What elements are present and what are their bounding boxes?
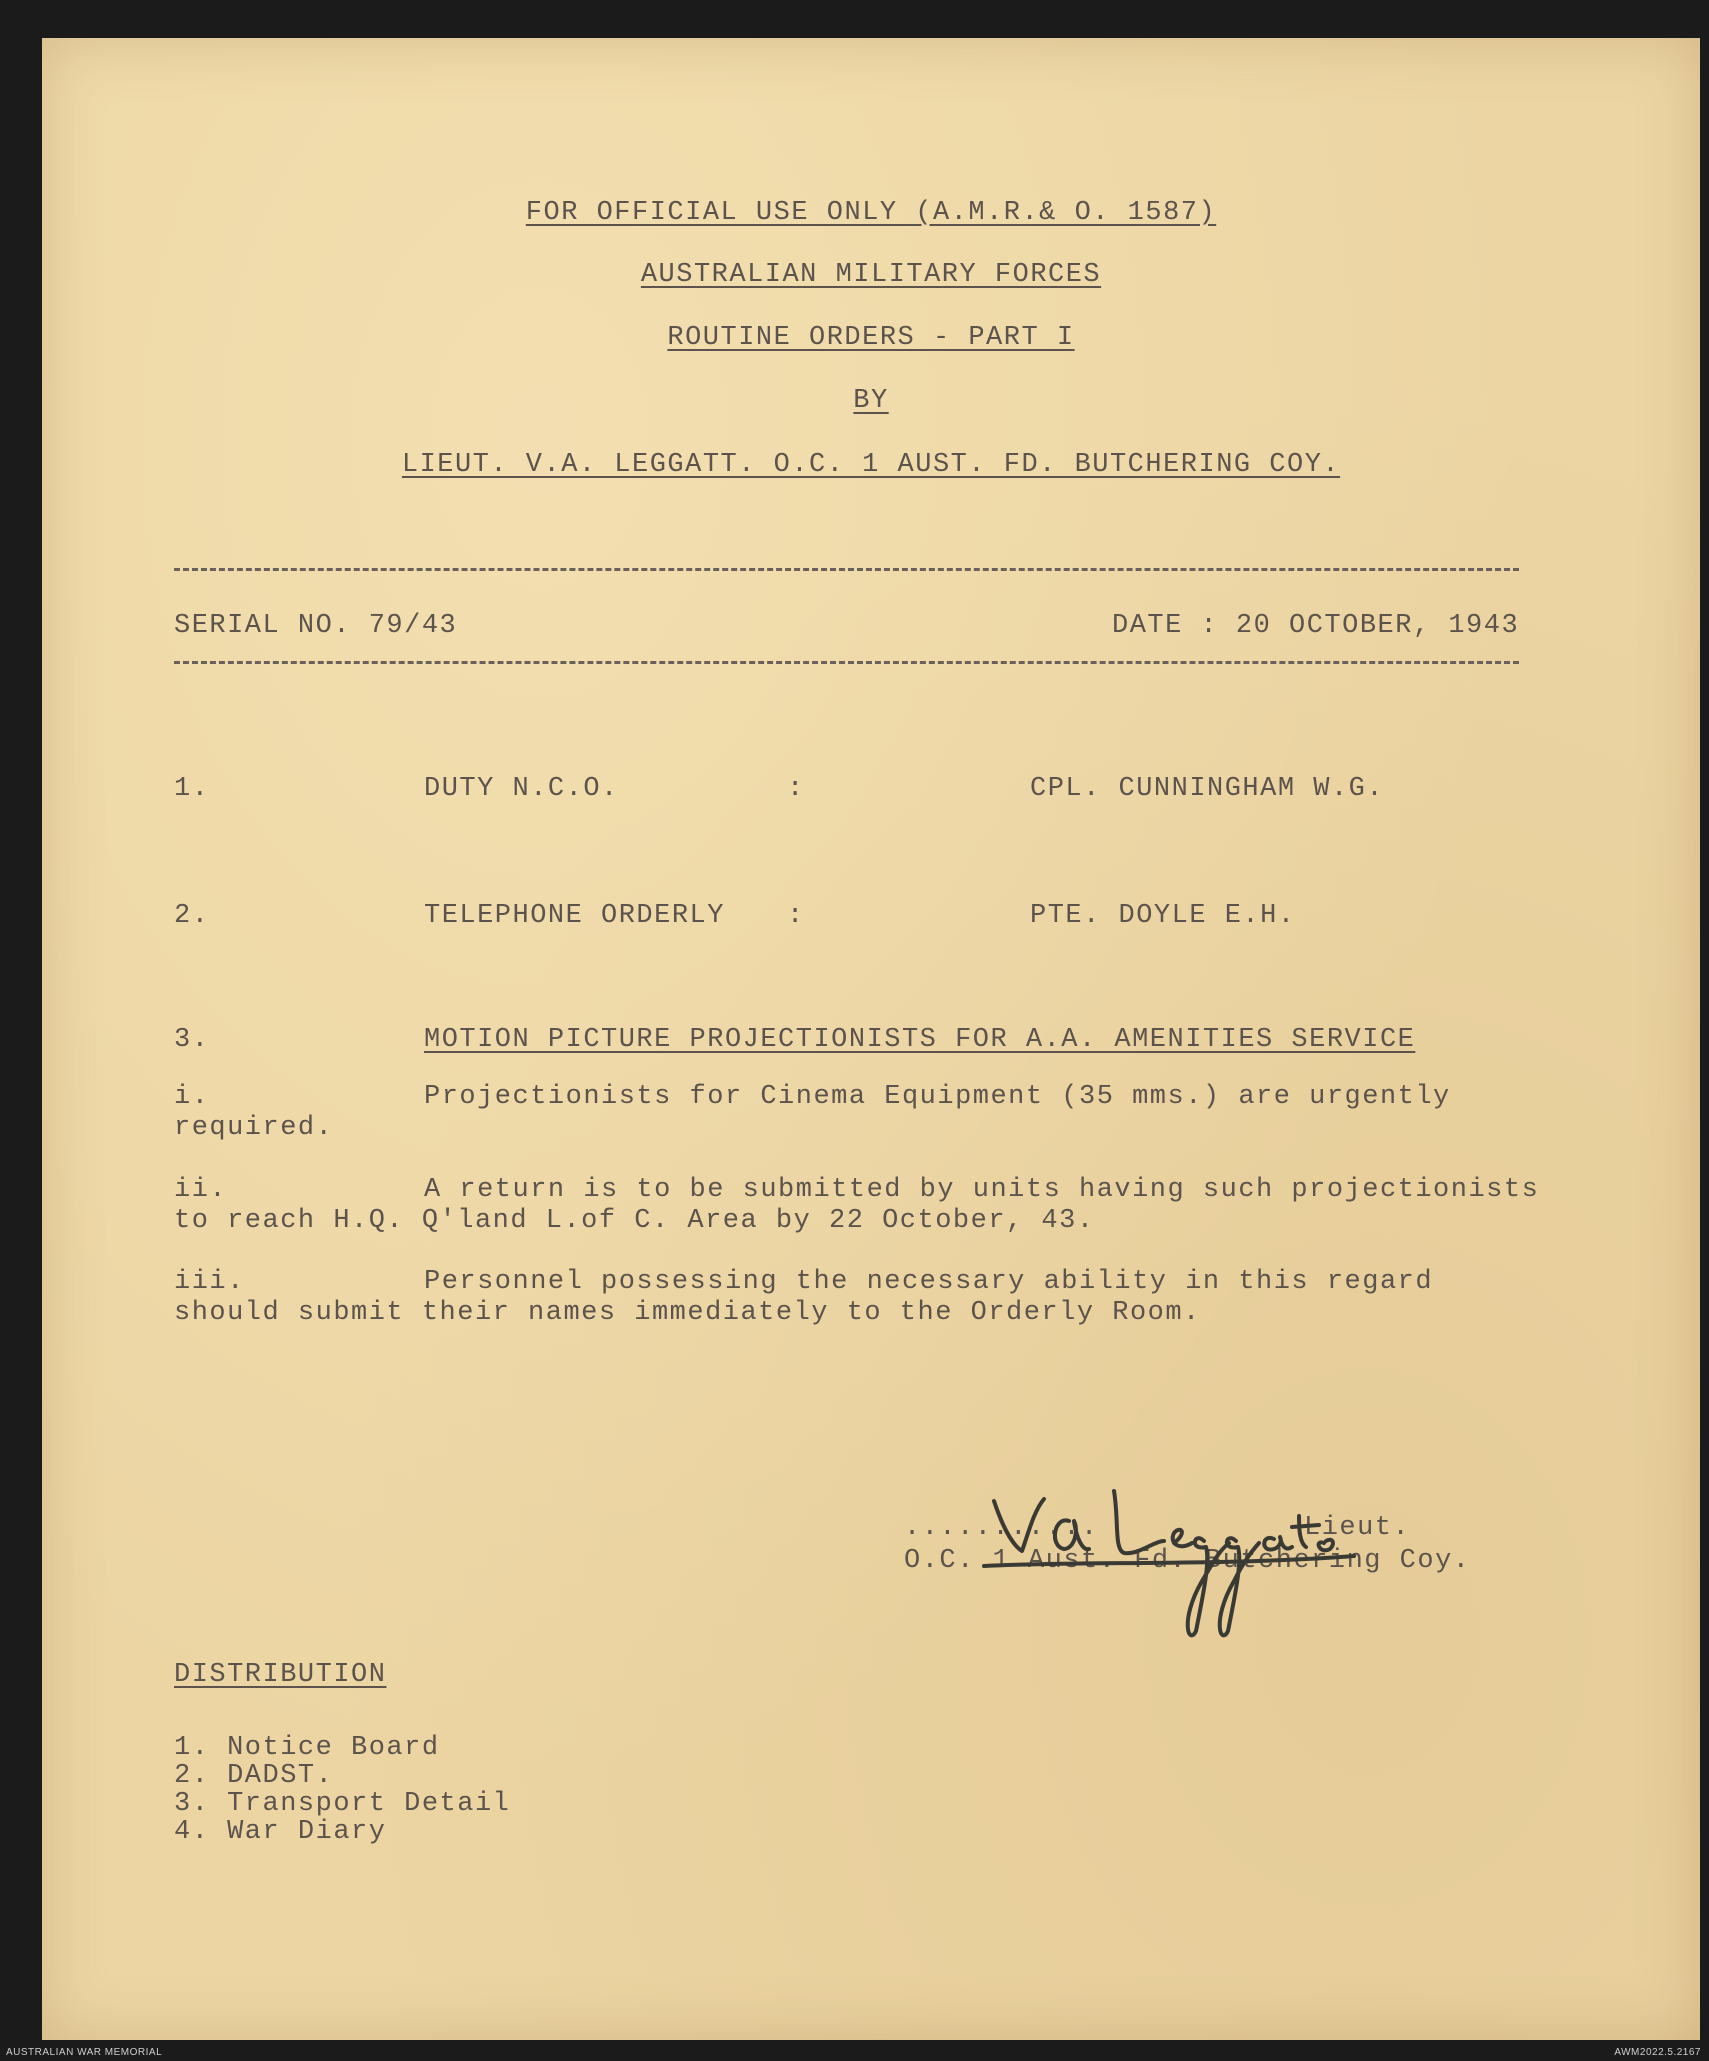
paragraph-text: Personnel possessing the necessary ability in this regard xyxy=(424,1267,1434,1297)
item-number: 3. xyxy=(174,1025,210,1055)
paragraph-text: A return is to be submitted by units having such projectionists xyxy=(424,1175,1540,1205)
distribution-item: 3. Transport Detail xyxy=(174,1789,511,1819)
orders-heading: ROUTINE ORDERS - PART I xyxy=(667,323,1075,353)
item-number: 1. xyxy=(174,774,210,804)
classification-heading: FOR OFFICIAL USE ONLY (A.M.R.& O. 1587) xyxy=(525,198,1217,228)
by-heading: BY xyxy=(853,386,889,416)
handwritten-signature xyxy=(974,1471,1374,1651)
paragraph-text: should submit their names immediately to the Orderly Room. xyxy=(174,1298,1201,1328)
serial-number: SERIAL NO. 79/43 xyxy=(174,611,458,641)
order-date: DATE : 20 OCTOBER, 1943 xyxy=(1112,611,1520,641)
item-value: PTE. DOYLE E.H. xyxy=(1030,901,1296,931)
paragraph-text: Projectionists for Cinema Equipment (35 mms.) are urgently xyxy=(424,1082,1451,1112)
paragraph-number: i. xyxy=(174,1082,210,1112)
paragraph-text: to reach H.Q. Q'land L.of C. Area by 22 October, 43. xyxy=(174,1206,1095,1236)
item-separator: : xyxy=(787,774,805,804)
distribution-heading: DISTRIBUTION xyxy=(174,1660,387,1690)
item-separator: : xyxy=(787,901,805,931)
distribution-item: 1. Notice Board xyxy=(174,1733,440,1763)
paragraph-number: ii. xyxy=(174,1175,228,1205)
archive-reference: AWM2022.5.2167 xyxy=(1614,2047,1701,2058)
organisation-heading: AUSTRALIAN MILITARY FORCES xyxy=(640,260,1102,290)
item-title: DUTY N.C.O. xyxy=(424,774,619,804)
paragraph-text: required. xyxy=(174,1113,334,1143)
distribution-item: 2. DADST. xyxy=(174,1761,334,1791)
issuer-heading: LIEUT. V.A. LEGGATT. O.C. 1 AUST. FD. BUTCHERING COY. xyxy=(401,450,1341,480)
signature-unit: O.C. 1 Aust. Fd. Butchering Coy. xyxy=(904,1546,1471,1576)
item-number: 2. xyxy=(174,901,210,931)
signature-rank: Lieut. xyxy=(1304,1513,1411,1543)
item-value: CPL. CUNNINGHAM W.G. xyxy=(1030,774,1385,804)
document-page xyxy=(42,38,1700,2040)
item-title: TELEPHONE ORDERLY xyxy=(424,901,725,931)
signature-dots: ........... xyxy=(904,1513,1099,1543)
top-divider xyxy=(174,568,1519,571)
paragraph-number: iii. xyxy=(174,1267,245,1297)
bottom-divider xyxy=(174,661,1519,664)
item-title: MOTION PICTURE PROJECTIONISTS FOR A.A. AMENITIES SERVICE xyxy=(424,1025,1416,1055)
distribution-item: 4. War Diary xyxy=(174,1817,387,1847)
archive-credit: AUSTRALIAN WAR MEMORIAL xyxy=(6,2047,163,2058)
